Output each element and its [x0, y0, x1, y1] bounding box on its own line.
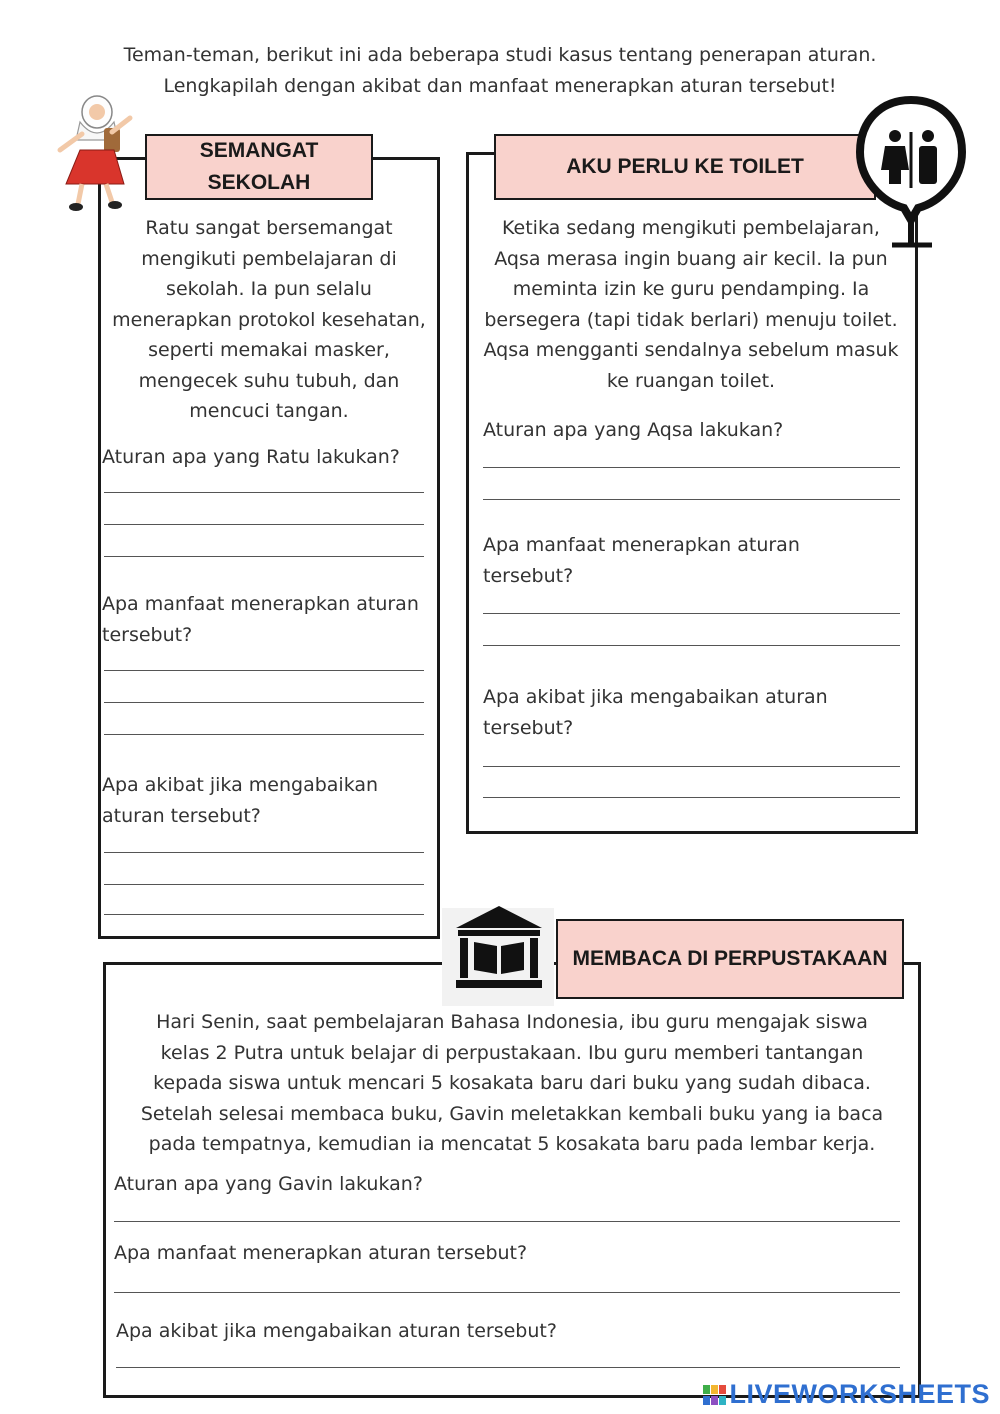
card3-story-line: kelas 2 Putra untuk belajar di perpustakaan. Ibu guru memberi tantangan — [160, 1041, 864, 1064]
student-girl-illustration — [52, 92, 144, 217]
card1-story-line: mengecek suhu tubuh, dan — [138, 369, 400, 392]
card2-answer-line[interactable] — [483, 467, 900, 468]
instructions — [0, 40, 1000, 102]
card3-answer-line[interactable] — [116, 1367, 900, 1368]
card1-story-line: mencuci tangan. — [189, 400, 349, 422]
card2-question-2 — [483, 530, 800, 591]
card2-answer-line[interactable] — [483, 613, 900, 614]
card2-question-3-line-1: Apa akibat jika mengabaikan aturan — [483, 686, 828, 708]
card2-story-line: Ketika sedang mengikuti pembelajaran, — [502, 217, 880, 239]
card1-answer-line[interactable] — [104, 852, 424, 853]
card1-question-1: Aturan apa yang Ratu lakukan? — [102, 446, 400, 468]
card2-question-3-line-2: tersebut? — [483, 716, 574, 739]
card1-story-line: mengikuti pembelajaran di — [141, 247, 397, 270]
card2-question-1: Aturan apa yang Aqsa lakukan? — [483, 419, 784, 441]
card2-answer-line[interactable] — [483, 645, 900, 646]
card3-story-line: kepada siswa untuk mencari 5 kosakata baru dari buku yang sudah dibaca. — [153, 1072, 871, 1094]
card1-answer-line[interactable] — [104, 734, 424, 735]
card1-story — [98, 213, 440, 427]
card2-question-2-line-2: tersebut? — [483, 564, 574, 587]
card2-story-line: meminta izin ke guru pendamping. Ia — [512, 278, 870, 300]
card2-title-text: AKU PERLU KE TOILET — [566, 155, 804, 178]
card1-story-line: sekolah. Ia pun selalu — [166, 278, 372, 300]
card1-answer-line[interactable] — [104, 670, 424, 671]
card2-story-line: ke ruangan toilet. — [606, 369, 776, 392]
card1-question-3 — [102, 770, 378, 831]
card3-title-text: MEMBACA DI PERPUSTAKAAN — [572, 947, 888, 970]
card1-answer-line[interactable] — [104, 556, 424, 557]
card2-question-3 — [483, 682, 828, 743]
card3-story-line: Setelah selesai membaca buku, Gavin meletakkan kembali buku yang ia baca — [140, 1102, 884, 1125]
card3-answer-line[interactable] — [114, 1221, 900, 1222]
card2-story-line: Aqsa merasa ingin buang air kecil. Ia pun — [494, 247, 888, 270]
card3-story-line: pada tempatnya, kemudian ia mencatat 5 kosakata baru pada lembar kerja. — [148, 1133, 876, 1155]
card3-question-3: Apa akibat jika mengabaikan aturan tersebut? — [116, 1320, 557, 1342]
liveworksheets-logo — [703, 1379, 990, 1410]
liveworksheets-brand-text: LIVEWORKSHEETS — [729, 1379, 990, 1409]
card1-answer-line[interactable] — [104, 492, 424, 493]
card1-question-2 — [102, 589, 419, 650]
card1-title — [145, 134, 373, 200]
card2-answer-line[interactable] — [483, 797, 900, 798]
card3-story — [103, 1007, 921, 1160]
card1-story-line: menerapkan protokol kesehatan, — [112, 308, 426, 331]
card1-answer-line[interactable] — [104, 884, 424, 885]
card2-story — [470, 213, 912, 396]
instructions-line-1: Teman-teman, berikut ini ada beberapa studi kasus tentang penerapan aturan. — [123, 44, 877, 66]
card1-title-line-1: SEMANGAT — [199, 139, 319, 162]
card3-question-1: Aturan apa yang Gavin lakukan? — [114, 1173, 423, 1195]
card1-title-line-2: SEKOLAH — [207, 171, 311, 194]
card2-question-2-line-1: Apa manfaat menerapkan aturan — [483, 534, 800, 556]
card1-answer-line[interactable] — [104, 914, 424, 915]
card1-question-3-line-1: Apa akibat jika mengabaikan — [102, 774, 379, 796]
instructions-line-2: Lengkapilah dengan akibat dan manfaat menerapkan aturan tersebut! — [163, 75, 837, 97]
card1-story-line: seperti memakai masker, — [148, 339, 390, 361]
card2-answer-line[interactable] — [483, 766, 900, 767]
card3-answer-line[interactable] — [114, 1292, 900, 1293]
card1-answer-line[interactable] — [104, 702, 424, 703]
card2-story-line: Aqsa mengganti sendalnya sebelum masuk — [483, 339, 899, 361]
card2-story-line: bersegera (tapi tidak berlari) menuju toilet. — [484, 308, 898, 331]
card3-story-line: Hari Senin, saat pembelajaran Bahasa Indonesia, ibu guru mengajak siswa — [156, 1011, 868, 1033]
liveworksheets-mark-icon — [703, 1385, 727, 1405]
card3-title — [556, 919, 904, 999]
card1-question-2-line-1: Apa manfaat menerapkan aturan — [102, 593, 419, 615]
card1-question-3-line-2: aturan tersebut? — [102, 804, 261, 827]
card2-title — [494, 134, 876, 200]
card1-question-2-line-2: tersebut? — [102, 623, 193, 646]
card2-answer-line[interactable] — [483, 499, 900, 500]
card1-story-line: Ratu sangat bersemangat — [145, 217, 393, 239]
library-icon — [452, 904, 546, 992]
card3-question-2: Apa manfaat menerapkan aturan tersebut? — [114, 1242, 528, 1264]
card1-answer-line[interactable] — [104, 524, 424, 525]
